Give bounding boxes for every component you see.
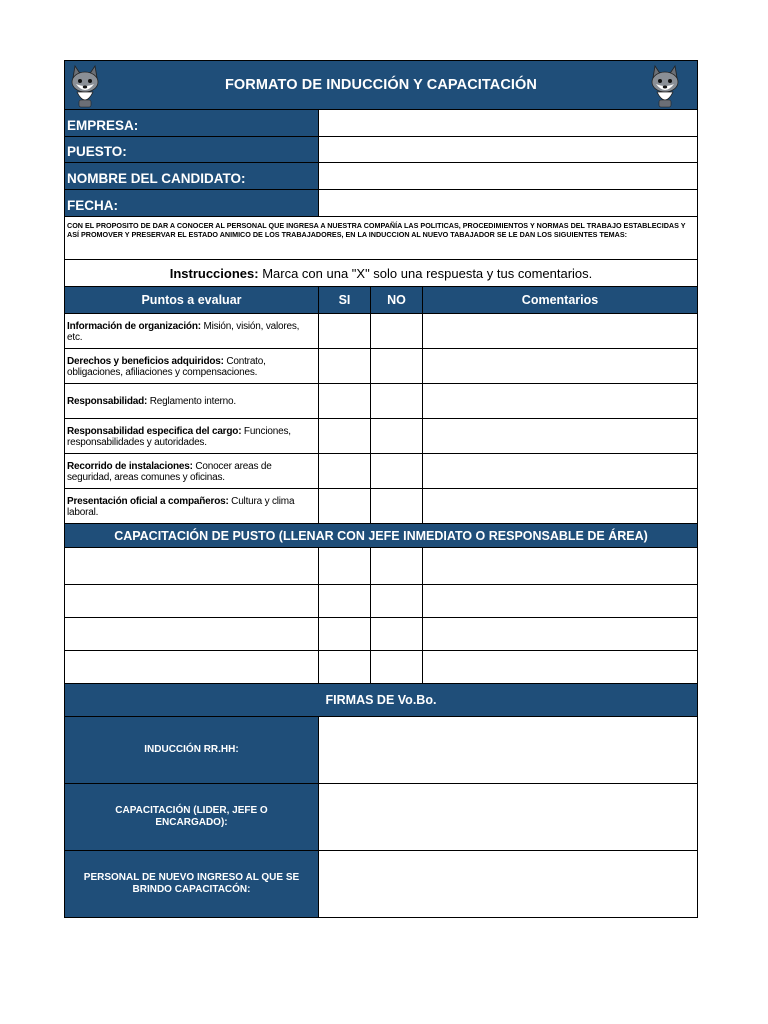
yes-cell[interactable]	[319, 419, 371, 453]
item-description	[65, 349, 319, 383]
instructions-text: Marca con una "X" solo una respuesta y tus comentarios.	[258, 265, 593, 281]
training-topic-cell[interactable]	[65, 585, 319, 617]
table-row	[64, 454, 698, 489]
yes-cell[interactable]	[319, 454, 371, 488]
table-row	[64, 618, 698, 651]
table-row	[64, 349, 698, 384]
no-cell[interactable]	[371, 618, 423, 650]
training-topic-cell[interactable]	[65, 618, 319, 650]
signature-label: PERSONAL DE NUEVO INGRESO AL QUE SE BRINDO CAPACITACÓN:	[65, 851, 319, 917]
field-label: NOMBRE DEL CANDIDATO:	[65, 163, 319, 189]
signature-row-new-hire	[64, 851, 698, 918]
item-description	[65, 314, 319, 348]
item-description	[65, 419, 319, 453]
no-cell[interactable]	[371, 489, 423, 523]
no-cell[interactable]	[371, 349, 423, 383]
comments-cell[interactable]	[423, 349, 697, 383]
item-text: Contrato, obligaciones, afiliaciones y compensaciones.	[67, 355, 266, 378]
comments-cell[interactable]	[423, 489, 697, 523]
no-cell[interactable]	[371, 419, 423, 453]
yes-cell[interactable]	[319, 314, 371, 348]
signatures-title: FIRMAS DE Vo.Bo.	[64, 684, 698, 717]
instructions-label: Instrucciones:	[169, 265, 259, 281]
training-section-title: CAPACITACIÓN DE PUSTO (LLENAR CON JEFE INMEDIATO O RESPONSABLE DE ÁREA)	[64, 524, 698, 548]
item-title: Presentación oficial a compañeros:	[67, 495, 229, 507]
yes-cell[interactable]	[319, 585, 371, 617]
husky-mascot-icon	[647, 64, 683, 108]
table-row	[64, 585, 698, 618]
column-header-yes: SI	[319, 287, 371, 313]
puesto-field[interactable]	[319, 137, 697, 162]
field-label: FECHA:	[65, 190, 319, 216]
signature-row-training	[64, 784, 698, 851]
field-row-fecha	[64, 190, 698, 217]
table-row	[64, 651, 698, 684]
table-row	[64, 548, 698, 585]
table-row	[64, 489, 698, 524]
field-label: EMPRESA:	[65, 110, 319, 136]
induction-training-form	[64, 60, 698, 918]
table-row	[64, 384, 698, 419]
field-row-empresa	[64, 110, 698, 137]
item-text: Conocer areas de seguridad, areas comunes y oficinas.	[67, 460, 272, 483]
no-cell[interactable]	[371, 651, 423, 683]
no-cell[interactable]	[371, 454, 423, 488]
form-header	[64, 60, 698, 110]
trainer-signature-field[interactable]	[319, 784, 697, 850]
signature-row-hr	[64, 717, 698, 784]
form-title: FORMATO DE INDUCCIÓN Y CAPACITACIÓN	[224, 77, 538, 93]
comments-cell[interactable]	[423, 618, 697, 650]
comments-cell[interactable]	[423, 585, 697, 617]
training-topic-cell[interactable]	[65, 548, 319, 584]
instructions	[64, 260, 698, 287]
hr-signature-field[interactable]	[319, 717, 697, 783]
item-title: Recorrido de instalaciones:	[67, 460, 193, 472]
item-title: Derechos y beneficios adquiridos:	[67, 355, 224, 367]
field-row-puesto	[64, 137, 698, 163]
yes-cell[interactable]	[319, 349, 371, 383]
column-header-comments: Comentarios	[521, 293, 599, 307]
comments-cell[interactable]	[423, 419, 697, 453]
comments-cell[interactable]	[423, 454, 697, 488]
no-cell[interactable]	[371, 314, 423, 348]
yes-cell[interactable]	[319, 384, 371, 418]
item-title: Información de organización:	[67, 320, 201, 332]
item-title: Responsabilidad:	[67, 396, 148, 408]
comments-cell[interactable]	[423, 314, 697, 348]
candidate-name-field[interactable]	[319, 163, 697, 189]
item-text: Funciones, responsabilidades y autoridades.	[67, 425, 291, 448]
item-description	[65, 454, 319, 488]
item-title: Responsabilidad especifica del cargo:	[67, 425, 242, 437]
no-cell[interactable]	[371, 384, 423, 418]
yes-cell[interactable]	[319, 651, 371, 683]
column-header-no: NO	[371, 287, 423, 313]
table-row	[64, 419, 698, 454]
yes-cell[interactable]	[319, 489, 371, 523]
item-description	[65, 489, 319, 523]
yes-cell[interactable]	[319, 618, 371, 650]
empresa-field[interactable]	[319, 110, 697, 136]
field-row-candidato	[64, 163, 698, 190]
item-text: Cultura y clima laboral.	[67, 495, 295, 518]
date-field[interactable]	[319, 190, 697, 216]
comments-cell[interactable]	[423, 384, 697, 418]
column-header-points: Puntos a evaluar	[65, 287, 319, 313]
intro-text: CON EL PROPOSITO DE DAR A CONOCER AL PERSONAL QUE INGRESA A NUESTRA COMPAÑÍA LAS POLITICAS, PROCEDIMIENTOS Y NORMAS DEL TRABAJO ESTABLECIDAS Y ASÍ PROMOVER Y PRESERVAR EL ESTADO ANIMICO DE LOS TRABAJADORES, EN LA INDUCCION AL NUEVO TABAJADOR SE LE DAN LOS SIGUIENTES TEMAS:	[64, 217, 698, 260]
item-description	[65, 384, 319, 418]
evaluation-table-header	[64, 287, 698, 314]
comments-cell[interactable]	[423, 651, 697, 683]
item-text: Reglamento interno.	[147, 396, 236, 408]
table-row	[64, 314, 698, 349]
comments-cell[interactable]	[423, 548, 697, 584]
husky-mascot-icon	[67, 64, 103, 108]
signature-label: INDUCCIÓN RR.HH:	[65, 717, 319, 783]
signature-label: CAPACITACIÓN (LIDER, JEFE O ENCARGADO):	[65, 784, 319, 850]
new-hire-signature-field[interactable]	[319, 851, 697, 917]
yes-cell[interactable]	[319, 548, 371, 584]
no-cell[interactable]	[371, 548, 423, 584]
item-text: Misión, visión, valores, etc.	[67, 320, 300, 343]
training-topic-cell[interactable]	[65, 651, 319, 683]
no-cell[interactable]	[371, 585, 423, 617]
field-label: PUESTO:	[65, 137, 319, 162]
